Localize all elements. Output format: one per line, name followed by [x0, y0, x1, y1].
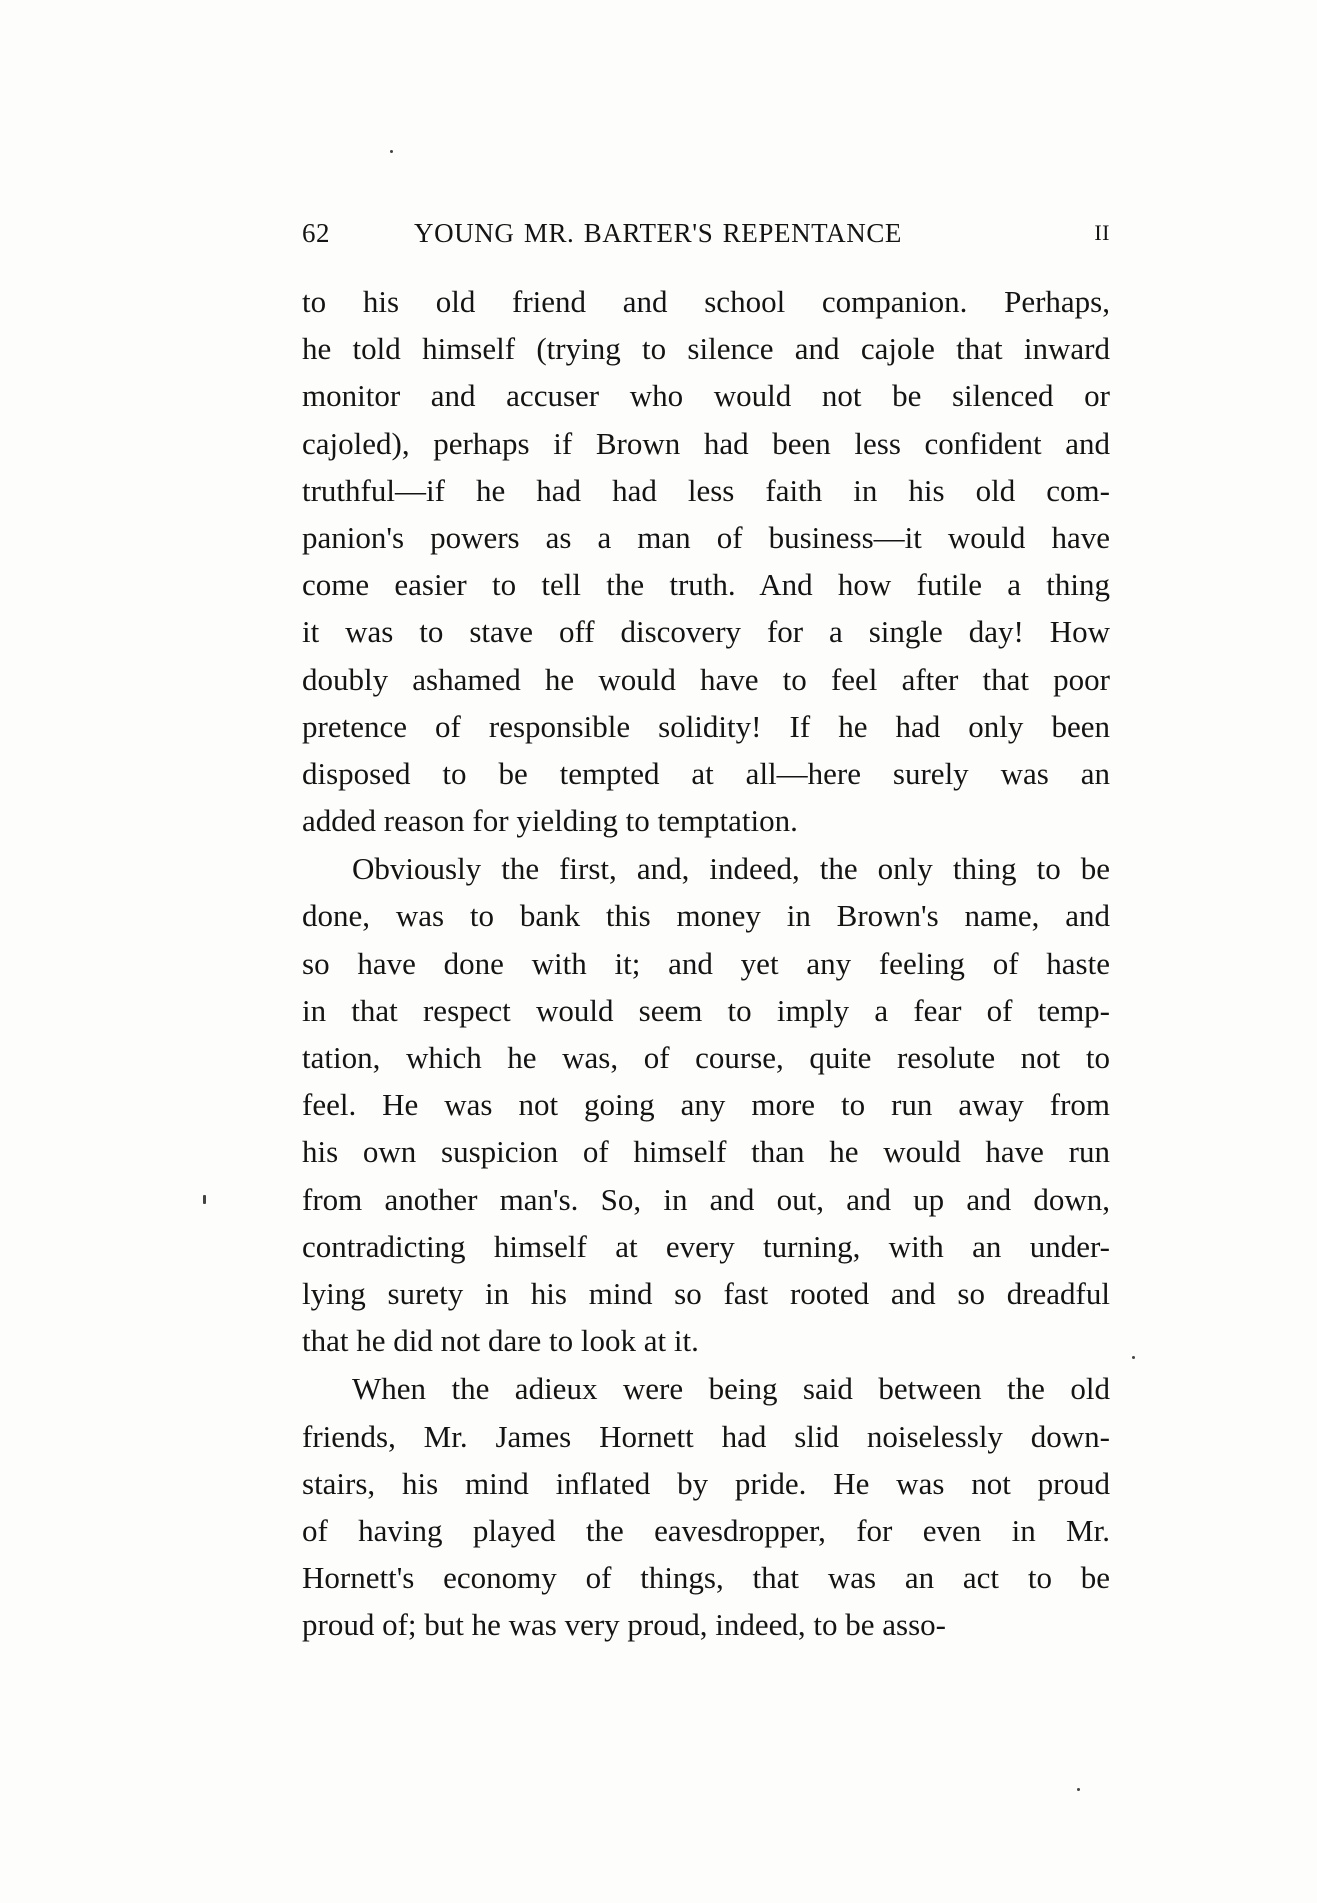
page-number: 62: [302, 218, 330, 248]
text-line: to his old friend and school companion. Perhaps,: [302, 284, 1110, 319]
chapter-numeral: II: [1094, 220, 1110, 245]
body-text: [302, 278, 1110, 1648]
text-line: added reason for yielding to temptation.: [302, 803, 798, 839]
text-line: feel. He was not going any more to run away from: [302, 1087, 1110, 1123]
text-line: so have done with it; and yet any feeling of haste: [302, 945, 1110, 981]
text-line: it was to stave off discovery for a single day! How: [302, 614, 1110, 650]
text-line: from another man's. So, in and out, and up and down,: [302, 1181, 1110, 1217]
text-line: in that respect would seem to imply a fear of temp-: [302, 992, 1110, 1028]
text-line: come easier to tell the truth. And how futile a thing: [302, 567, 1110, 603]
print-speck: [1132, 1356, 1135, 1359]
text-line: that he did not dare to look at it.: [302, 1323, 699, 1359]
print-speck: [1077, 1788, 1080, 1791]
text-line: Obviously the first, and, indeed, the only thing to be: [352, 851, 1110, 887]
text-line: When the adieux were being said between the old: [352, 1371, 1110, 1407]
print-speck: [203, 1195, 206, 1204]
text-line: pretence of responsible solidity! If he had only been: [302, 708, 1110, 744]
text-line: contradicting himself at every turning, with an under-: [302, 1228, 1110, 1264]
text-line: done, was to bank this money in Brown's name, and: [302, 898, 1110, 934]
text-line: monitor and accuser who would not be silenced or: [302, 378, 1110, 414]
text-line: cajoled), perhaps if Brown had been less confident and: [302, 425, 1110, 461]
text-line: stairs, his mind inflated by pride. He was not proud: [302, 1465, 1110, 1501]
text-line: Hornett's economy of things, that was an act to be: [302, 1560, 1110, 1596]
text-line: truthful—if he had had less faith in his old com-: [302, 472, 1110, 508]
paragraph: [302, 1365, 1110, 1648]
text-line: lying surety in his mind so fast rooted and so dreadful: [302, 1275, 1110, 1311]
text-line: friends, Mr. James Hornett had slid noiselessly down-: [302, 1418, 1110, 1454]
text-line: tation, which he was, of course, quite resolute not to: [302, 1040, 1110, 1075]
paragraph: [302, 278, 1110, 844]
text-line: panion's powers as a man of business—it would have: [302, 519, 1110, 555]
text-line: disposed to be tempted at all—here surely was an: [302, 755, 1110, 791]
text-line: his own suspicion of himself than he would have run: [302, 1134, 1110, 1170]
print-speck: [390, 150, 393, 153]
text-line: proud of; but he was very proud, indeed, to be asso-: [302, 1607, 946, 1643]
text-line: of having played the eavesdropper, for even in Mr.: [302, 1512, 1110, 1548]
text-line: doubly ashamed he would have to feel after that poor: [302, 661, 1110, 697]
running-head: [302, 218, 1110, 252]
text-line: he told himself (trying to silence and cajole that inward: [302, 331, 1110, 367]
running-title: YOUNG MR. BARTER'S REPENTANCE: [414, 218, 903, 248]
paragraph: [302, 845, 1110, 1364]
